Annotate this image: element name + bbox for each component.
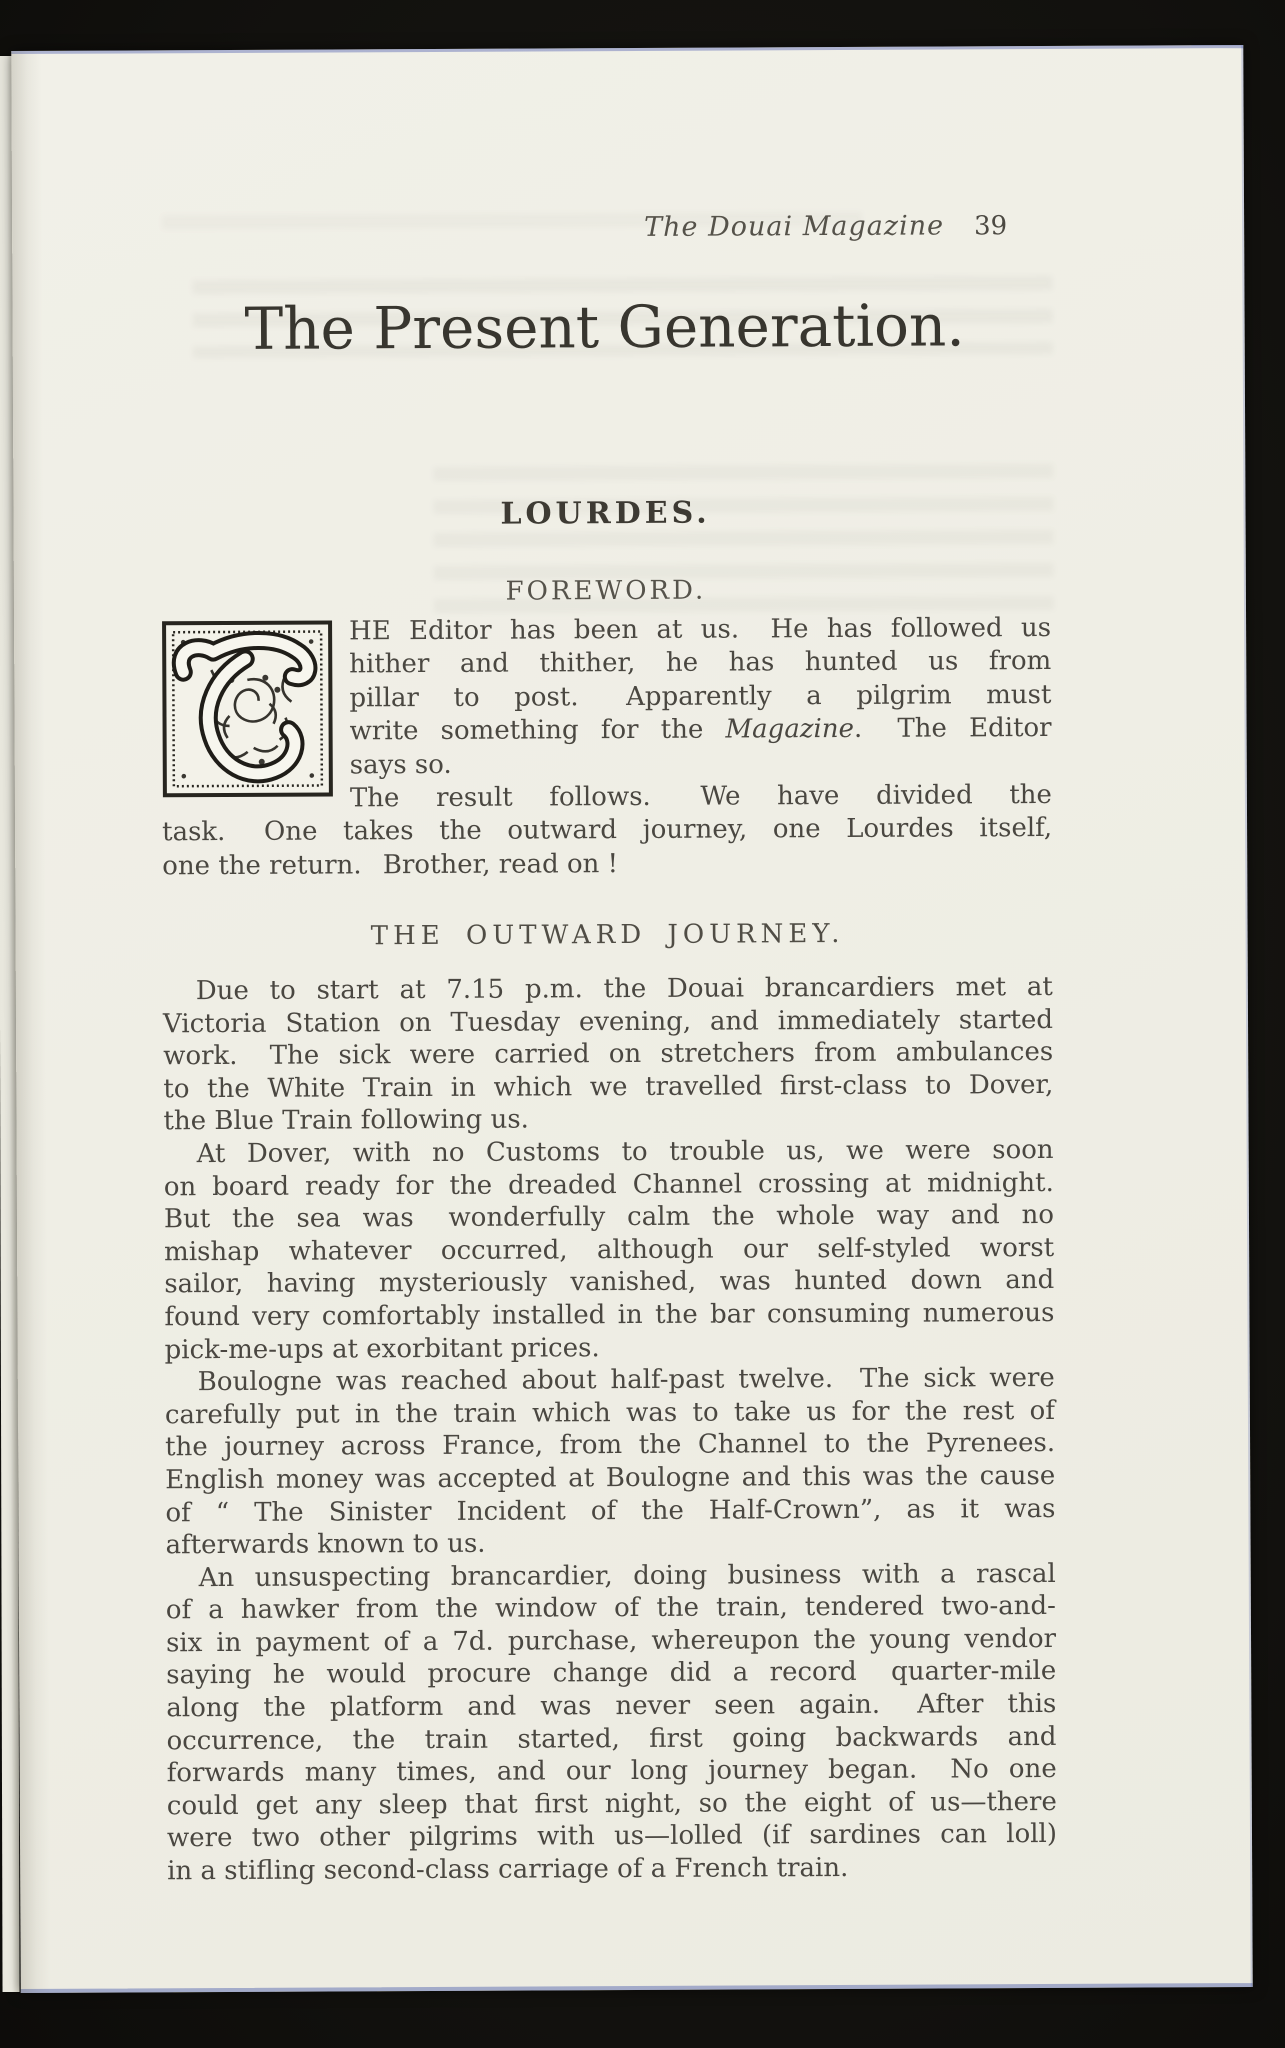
article-title: The Present Generation.	[244, 291, 965, 363]
text-line: six in payment of a 7d. purchase, whereupon the young vendor	[165, 1623, 1057, 1659]
text-line: found very comfortably installed in the bar consuming numerous	[164, 1297, 1055, 1333]
paragraph	[164, 1134, 1055, 1367]
text-line: forwards many times, and our long journey began. No one	[166, 1754, 1057, 1789]
text-line: HE Editor has been at us. He has followed us	[349, 612, 1052, 647]
text-line: on board ready for the dreaded Channel crossing at midnight.	[163, 1167, 1054, 1202]
paragraph	[163, 971, 1054, 1138]
text-line: says so.	[349, 749, 452, 781]
section-heading: THE OUTWARD JOURNEY.	[370, 918, 845, 952]
text-line: saying he would procure change did a record quarter-mile	[166, 1656, 1057, 1691]
magazine-title: The Douai Magazine	[644, 210, 945, 243]
text-line: task. One takes the outward journey, one Lourdes itself,	[162, 813, 1053, 848]
paragraph	[166, 1558, 1058, 1888]
foreword-paragraph	[161, 612, 1052, 884]
paragraph	[165, 1362, 1056, 1562]
article-subtitle: LOURDES.	[500, 495, 711, 532]
page-number: 39	[973, 211, 1008, 242]
text-line: Boulogne was reached about half-past twelve. The sick were	[197, 1363, 1055, 1398]
running-header	[159, 210, 1007, 245]
text-line: English money was accepted at Boulogne and this was the cause	[165, 1460, 1056, 1496]
text-line: occurrence, the train started, first going backwards and	[166, 1721, 1057, 1756]
text-line: carefully put in the train which was to take us for the rest of	[164, 1395, 1055, 1431]
text-line: in a stifling second-class carriage of a French train.	[167, 1852, 849, 1887]
text-line: write something for the Magazine. The Editor	[349, 713, 1052, 747]
article-body	[163, 971, 1057, 1888]
text-line: along the platform and was never seen again. After this	[166, 1688, 1057, 1724]
drop-cap	[161, 619, 334, 798]
text-line: of “ The Sinister Incident of the Half-Crown”, as it was	[165, 1493, 1056, 1528]
text-line: sailor, having mysteriously vanished, was hunted down and	[164, 1265, 1055, 1300]
text-area	[158, 46, 1057, 1992]
text-line: work. The sick were carried on stretchers from ambulances	[163, 1037, 1054, 1072]
text-line: hither and thither, he has hunted us from	[349, 646, 1052, 680]
text-line: the journey across France, from the Channel to the Pyrenees.	[165, 1428, 1056, 1463]
text-line: The result follows. We have divided the	[349, 779, 1052, 814]
text-line: mishap whatever occurred, although our self-styled worst	[164, 1232, 1055, 1268]
text-line: were two other pilgrims with us—lolled (if sardines can loll)	[166, 1819, 1058, 1854]
text-line: At Dover, with no Customs to trouble us, we were soon	[196, 1134, 1054, 1170]
text-line: pick-me-ups at exorbitant prices.	[164, 1332, 600, 1365]
text-line: An unsuspecting brancardier, doing business with a rascal	[198, 1558, 1056, 1593]
text-line: one the return. Brother, read on !	[162, 848, 619, 882]
book-page	[11, 45, 1252, 1993]
text-line: Due to start at 7.15 p.m. the Douai brancardiers met at	[195, 971, 1053, 1007]
text-line: pillar to post. Apparently a pilgrim must	[349, 679, 1052, 714]
text-line: But the sea was wonderfully calm the whole way and no	[163, 1200, 1055, 1235]
drop-cap-ornament-icon	[161, 619, 334, 798]
foreword-heading: FOREWORD.	[505, 575, 707, 607]
text-line: could get any sleep that first night, so the eight of us—there	[166, 1786, 1057, 1822]
text-line: afterwards known to us.	[165, 1528, 486, 1561]
text-line: of a hawker from the window of the train, tendered two-and-	[165, 1591, 1056, 1626]
text-line: Victoria Station on Tuesday evening, and immediately started	[162, 1004, 1054, 1039]
text-line: the Blue Train following us.	[163, 1104, 529, 1137]
text-line: to the White Train in which we travelled first-class to Dover,	[163, 1069, 1054, 1105]
